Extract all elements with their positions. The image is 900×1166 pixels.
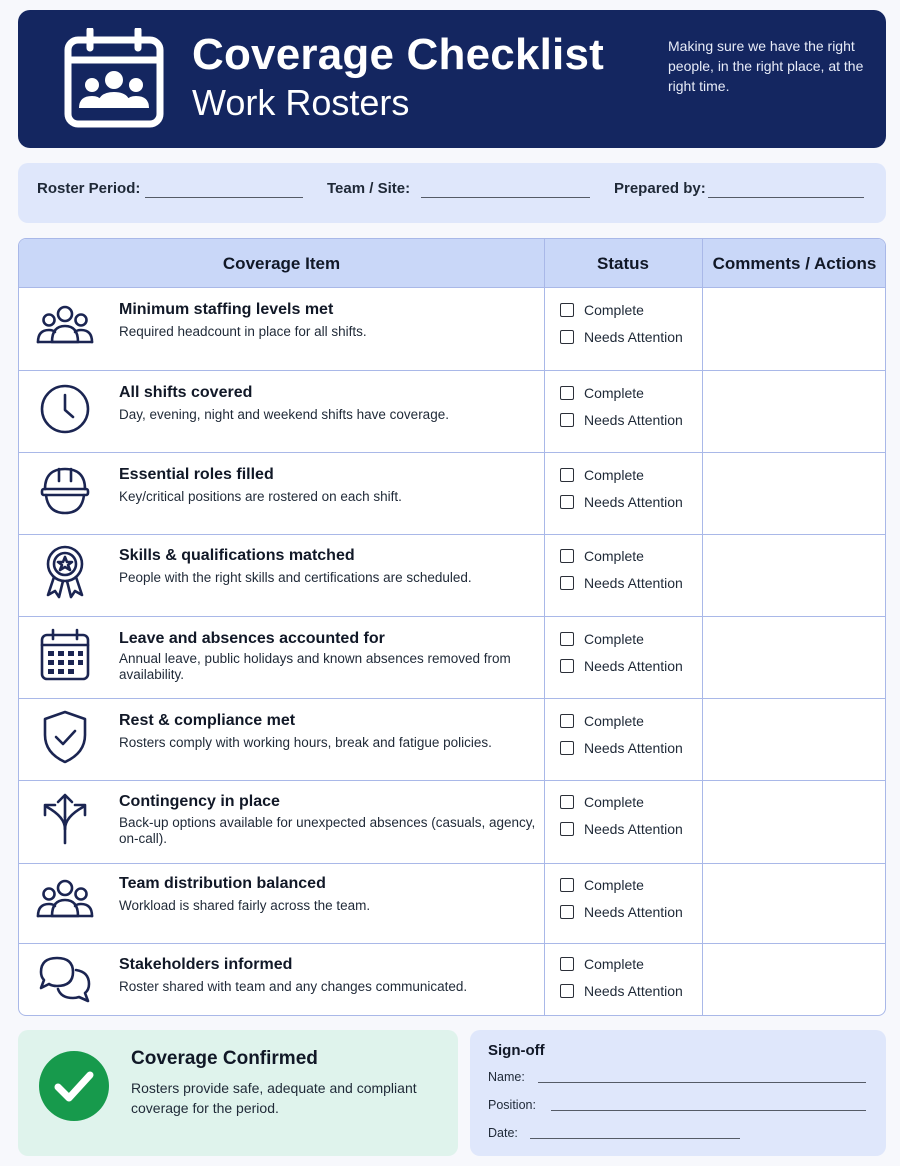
needs-attention-checkbox[interactable] [560,658,683,676]
needs-attention-checkbox[interactable] [560,412,683,430]
checkbox-square[interactable] [560,576,574,590]
table-row [19,453,886,535]
hard-hat-icon [35,463,95,519]
item-title: Rest & compliance met [119,712,296,729]
shield-check-icon [35,709,95,765]
table-row [19,617,886,699]
team-site-label: Team / Site: [327,180,411,197]
table-row [19,944,886,1016]
table-row [19,699,886,781]
prepared-by-label: Prepared by: [614,180,706,197]
checkbox-square[interactable] [560,905,574,919]
team-site-field[interactable] [421,197,590,198]
item-description: Annual leave, public holidays and known absences removed from availability. [119,651,511,682]
needs-attention-checkbox[interactable] [560,904,683,922]
needs-attention-checkbox[interactable] [560,983,683,1001]
team-icon [35,300,95,356]
table-row [19,535,886,617]
checkbox-square[interactable] [560,468,574,482]
table-row [19,371,886,453]
confirmed-description: Rosters provide safe, adequate and compliant coverage for the period. [131,1080,417,1116]
roster-period-label: Roster Period: [37,180,141,197]
item-title: Minimum staffing levels met [119,301,334,318]
table-row [19,864,886,944]
column-header-status: Status [597,254,649,273]
checkbox-label: Needs Attention [584,658,683,674]
checkbox-label: Complete [584,548,644,564]
roster-period-field[interactable] [145,197,303,198]
position-label: Position: [488,1098,536,1112]
checkbox-square[interactable] [560,303,574,317]
column-header-item: Coverage Item [222,254,341,273]
chat-bubbles-icon [35,952,95,1008]
needs-attention-checkbox[interactable] [560,329,683,347]
item-title: Essential roles filled [119,466,274,483]
checkbox-label: Needs Attention [584,983,683,999]
award-ribbon-icon [35,543,95,599]
complete-checkbox[interactable] [560,548,644,566]
checkbox-square[interactable] [560,632,574,646]
clock-icon [35,381,95,437]
coverage-table [18,238,886,1016]
signoff-panel [470,1030,886,1156]
checkbox-square[interactable] [560,795,574,809]
column-header-comments: Comments / Actions [712,254,877,273]
checkbox-square[interactable] [560,984,574,998]
checkbox-square[interactable] [560,957,574,971]
page-subtitle: Work Rosters [192,82,410,123]
page-title: Coverage Checklist [192,30,604,79]
checkbox-label: Complete [584,631,644,647]
item-description: Day, evening, night and weekend shifts have coverage. [119,407,449,422]
checkbox-label: Complete [584,877,644,893]
complete-checkbox[interactable] [560,877,644,895]
item-description: People with the right skills and certifications are scheduled. [119,570,472,585]
item-title: Team distribution balanced [119,875,326,892]
coverage-confirmed-panel [18,1030,458,1156]
item-description: Key/critical positions are rostered on each shift. [119,489,402,504]
table-row [19,288,886,371]
prepared-by-field[interactable] [708,197,864,198]
checkbox-label: Needs Attention [584,329,683,345]
checkbox-label: Needs Attention [584,412,683,428]
checkbox-label: Complete [584,713,644,729]
needs-attention-checkbox[interactable] [560,575,683,593]
date-field[interactable] [530,1138,740,1139]
name-field[interactable] [538,1082,866,1083]
table-row [19,781,886,864]
complete-checkbox[interactable] [560,794,644,812]
header-tagline: Making sure we have the right people, in the right place, at the right time. [668,38,864,94]
needs-attention-checkbox[interactable] [560,740,683,758]
item-title: Stakeholders informed [119,956,293,973]
checkbox-label: Complete [584,467,644,483]
checkbox-square[interactable] [560,495,574,509]
needs-attention-checkbox[interactable] [560,821,683,839]
calendar-team-icon [64,28,164,128]
name-label: Name: [488,1070,525,1084]
checkbox-square[interactable] [560,878,574,892]
checkbox-square[interactable] [560,714,574,728]
item-title: Contingency in place [119,793,280,810]
checkbox-square[interactable] [560,549,574,563]
confirmed-title: Coverage Confirmed [131,1048,318,1069]
item-description: Workload is shared fairly across the team. [119,898,371,913]
checkbox-label: Needs Attention [584,904,683,920]
needs-attention-checkbox[interactable] [560,494,683,512]
split-arrows-icon [35,791,95,847]
check-circle-icon [38,1050,110,1122]
complete-checkbox[interactable] [560,956,644,974]
checkbox-square[interactable] [560,741,574,755]
complete-checkbox[interactable] [560,713,644,731]
item-description: Rosters comply with working hours, break and fatigue policies. [119,735,492,750]
checkbox-label: Needs Attention [584,494,683,510]
checkbox-square[interactable] [560,822,574,836]
checkbox-label: Needs Attention [584,821,683,837]
header-banner [18,10,886,148]
team-icon [35,874,95,930]
signoff-title: Sign-off [488,1042,545,1059]
complete-checkbox[interactable] [560,631,644,649]
checkbox-label: Complete [584,794,644,810]
item-description: Required headcount in place for all shifts. [119,324,367,339]
checkbox-label: Complete [584,956,644,972]
checkbox-label: Needs Attention [584,575,683,591]
item-description: Roster shared with team and any changes communicated. [119,979,468,994]
item-description: Back-up options available for unexpected absences (casuals, agency, on-call). [119,815,536,846]
roster-info-bar [18,163,886,223]
complete-checkbox[interactable] [560,467,644,485]
position-field[interactable] [551,1110,866,1111]
date-label: Date: [488,1126,518,1140]
checkbox-square[interactable] [560,330,574,344]
checkbox-label: Needs Attention [584,740,683,756]
table-header [19,239,886,288]
checkbox-square[interactable] [560,386,574,400]
calendar-icon [35,627,95,683]
checkbox-label: Complete [584,385,644,401]
item-title: Leave and absences accounted for [119,630,385,647]
item-title: All shifts covered [119,384,253,401]
complete-checkbox[interactable] [560,385,644,403]
checkbox-label: Complete [584,302,644,318]
complete-checkbox[interactable] [560,302,644,320]
checkbox-square[interactable] [560,659,574,673]
item-title: Skills & qualifications matched [119,547,355,564]
checkbox-square[interactable] [560,413,574,427]
